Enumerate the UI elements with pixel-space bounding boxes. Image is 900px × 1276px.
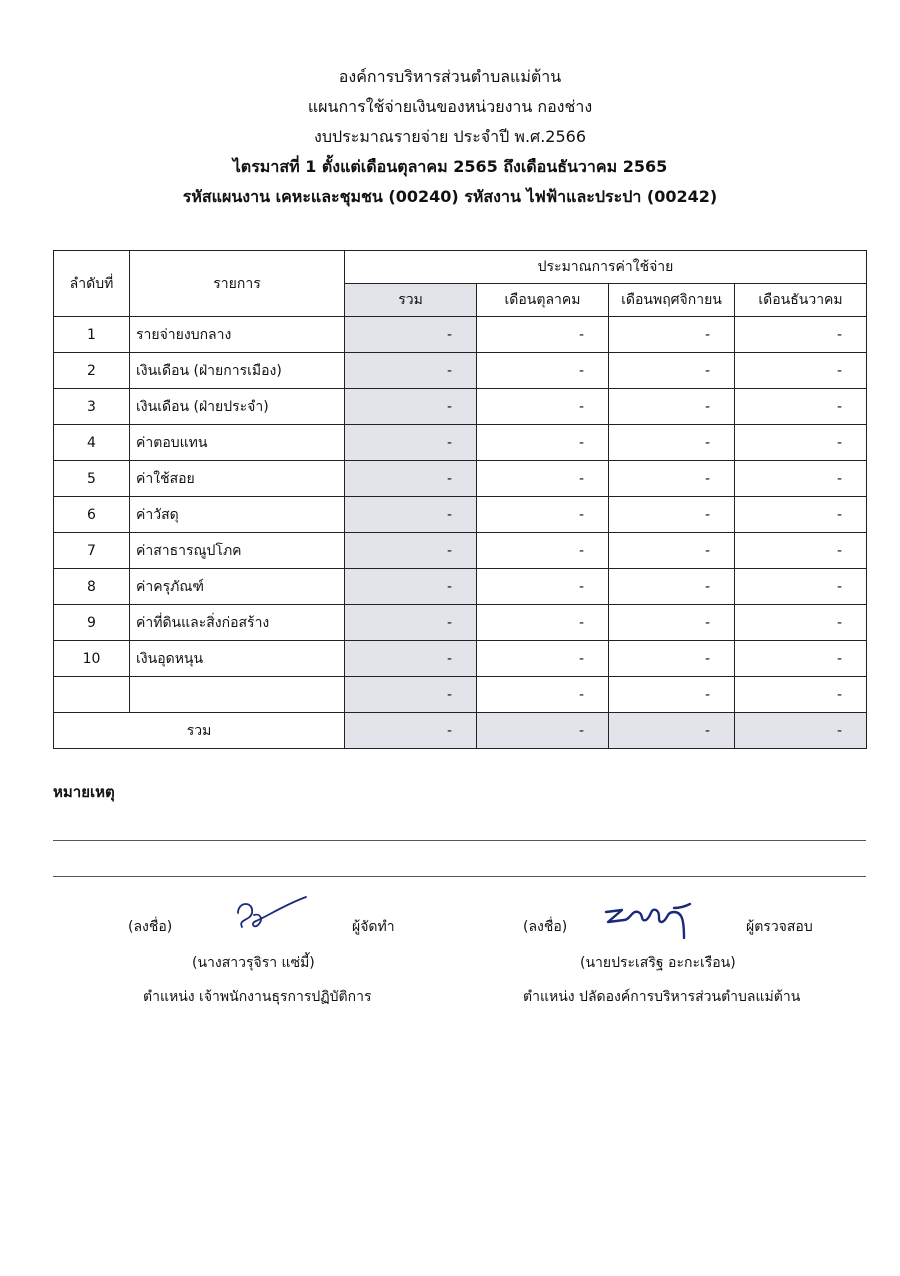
row-dec: -	[735, 353, 867, 389]
total-dec: -	[735, 713, 867, 749]
plan-code: รหัสแผนงาน เคหะและชุมชน (00240) รหัสงาน ไฟฟ้าและประปา (00242)	[182, 187, 718, 206]
row-item: ค่าตอบแทน	[130, 425, 345, 461]
row-no: 2	[54, 353, 130, 389]
row-total: -	[345, 677, 477, 713]
right-signature-image	[600, 900, 696, 948]
col-header-dec: เดือนธันวาคม	[735, 284, 867, 317]
row-item	[130, 677, 345, 713]
row-dec: -	[735, 461, 867, 497]
row-oct: -	[477, 353, 609, 389]
row-no: 6	[54, 497, 130, 533]
total-nov: -	[609, 713, 735, 749]
row-nov: -	[609, 497, 735, 533]
row-oct: -	[477, 677, 609, 713]
left-sign-label: (ลงชื่อ)	[128, 919, 173, 935]
row-total: -	[345, 353, 477, 389]
remark-line	[53, 876, 866, 877]
row-total: -	[345, 569, 477, 605]
right-position: ตำแหน่ง ปลัดองค์การบริหารส่วนตำบลแม่ต้าน	[523, 989, 801, 1005]
row-item: ค่าสาธารณูปโภค	[130, 533, 345, 569]
row-dec: -	[735, 569, 867, 605]
row-nov: -	[609, 425, 735, 461]
table-row	[54, 677, 867, 713]
total-oct: -	[477, 713, 609, 749]
quarter-range: ไตรมาสที่ 1 ตั้งแต่เดือนตุลาคม 2565 ถึงเดือนธันวาคม 2565	[232, 157, 668, 176]
left-signature-image	[228, 893, 312, 945]
row-dec: -	[735, 317, 867, 353]
expense-plan-table	[53, 250, 867, 749]
row-total: -	[345, 533, 477, 569]
col-header-group: ประมาณการค่าใช้จ่าย	[345, 251, 867, 284]
row-no: 8	[54, 569, 130, 605]
col-header-no: ลำดับที่	[54, 251, 130, 317]
row-item: เงินเดือน (ฝ่ายประจำ)	[130, 389, 345, 425]
right-name: (นายประเสริฐ อะกะเรือน)	[580, 955, 736, 971]
row-dec: -	[735, 533, 867, 569]
row-no: 7	[54, 533, 130, 569]
table-row	[54, 317, 867, 353]
right-role: ผู้ตรวจสอบ	[746, 919, 813, 935]
row-oct: -	[477, 605, 609, 641]
row-dec: -	[735, 641, 867, 677]
left-role: ผู้จัดทำ	[352, 919, 395, 935]
remark-label: หมายเหตุ	[53, 783, 115, 801]
row-nov: -	[609, 389, 735, 425]
row-nov: -	[609, 317, 735, 353]
row-item: เงินเดือน (ฝ่ายการเมือง)	[130, 353, 345, 389]
table-row	[54, 461, 867, 497]
row-total: -	[345, 497, 477, 533]
row-oct: -	[477, 317, 609, 353]
table-row	[54, 353, 867, 389]
document-header	[0, 62, 900, 212]
row-nov: -	[609, 677, 735, 713]
row-item: ค่าวัสดุ	[130, 497, 345, 533]
row-oct: -	[477, 641, 609, 677]
row-item: ค่าที่ดินและสิ่งก่อสร้าง	[130, 605, 345, 641]
row-no: 1	[54, 317, 130, 353]
row-total: -	[345, 641, 477, 677]
row-nov: -	[609, 461, 735, 497]
row-oct: -	[477, 497, 609, 533]
plan-title: แผนการใช้จ่ายเงินของหน่วยงาน กองช่าง	[307, 97, 593, 116]
left-name: (นางสาวรุจิรา แซ่มี้)	[192, 955, 315, 971]
row-oct: -	[477, 425, 609, 461]
row-dec: -	[735, 677, 867, 713]
table-row	[54, 641, 867, 677]
row-oct: -	[477, 461, 609, 497]
row-dec: -	[735, 497, 867, 533]
table-row	[54, 497, 867, 533]
row-no	[54, 677, 130, 713]
col-header-item: รายการ	[130, 251, 345, 317]
row-total: -	[345, 389, 477, 425]
col-header-total: รวม	[345, 284, 477, 317]
row-nov: -	[609, 605, 735, 641]
total-label: รวม	[54, 713, 345, 749]
right-sign-label: (ลงชื่อ)	[523, 919, 568, 935]
row-dec: -	[735, 605, 867, 641]
row-oct: -	[477, 569, 609, 605]
row-no: 9	[54, 605, 130, 641]
col-header-oct: เดือนตุลาคม	[477, 284, 609, 317]
row-no: 5	[54, 461, 130, 497]
row-no: 3	[54, 389, 130, 425]
budget-year: งบประมาณรายจ่าย ประจำปี พ.ศ.2566	[314, 127, 586, 146]
table-row	[54, 605, 867, 641]
row-nov: -	[609, 533, 735, 569]
col-header-nov: เดือนพฤศจิกายน	[609, 284, 735, 317]
row-oct: -	[477, 389, 609, 425]
row-total: -	[345, 425, 477, 461]
row-total: -	[345, 605, 477, 641]
row-item: ค่าใช้สอย	[130, 461, 345, 497]
row-dec: -	[735, 425, 867, 461]
remark-line	[53, 840, 866, 841]
table-row	[54, 389, 867, 425]
row-no: 4	[54, 425, 130, 461]
row-no: 10	[54, 641, 130, 677]
row-total: -	[345, 317, 477, 353]
total-sum: -	[345, 713, 477, 749]
total-row	[54, 713, 867, 749]
row-item: ค่าครุภัณฑ์	[130, 569, 345, 605]
org-name: องค์การบริหารส่วนตำบลแม่ต้าน	[338, 67, 562, 86]
row-item: เงินอุดหนุน	[130, 641, 345, 677]
row-dec: -	[735, 389, 867, 425]
row-item: รายจ่ายงบกลาง	[130, 317, 345, 353]
table-row	[54, 569, 867, 605]
table-row	[54, 533, 867, 569]
table-row	[54, 425, 867, 461]
row-nov: -	[609, 641, 735, 677]
row-nov: -	[609, 569, 735, 605]
left-position: ตำแหน่ง เจ้าพนักงานธุรการปฏิบัติการ	[143, 989, 372, 1005]
row-oct: -	[477, 533, 609, 569]
row-total: -	[345, 461, 477, 497]
row-nov: -	[609, 353, 735, 389]
